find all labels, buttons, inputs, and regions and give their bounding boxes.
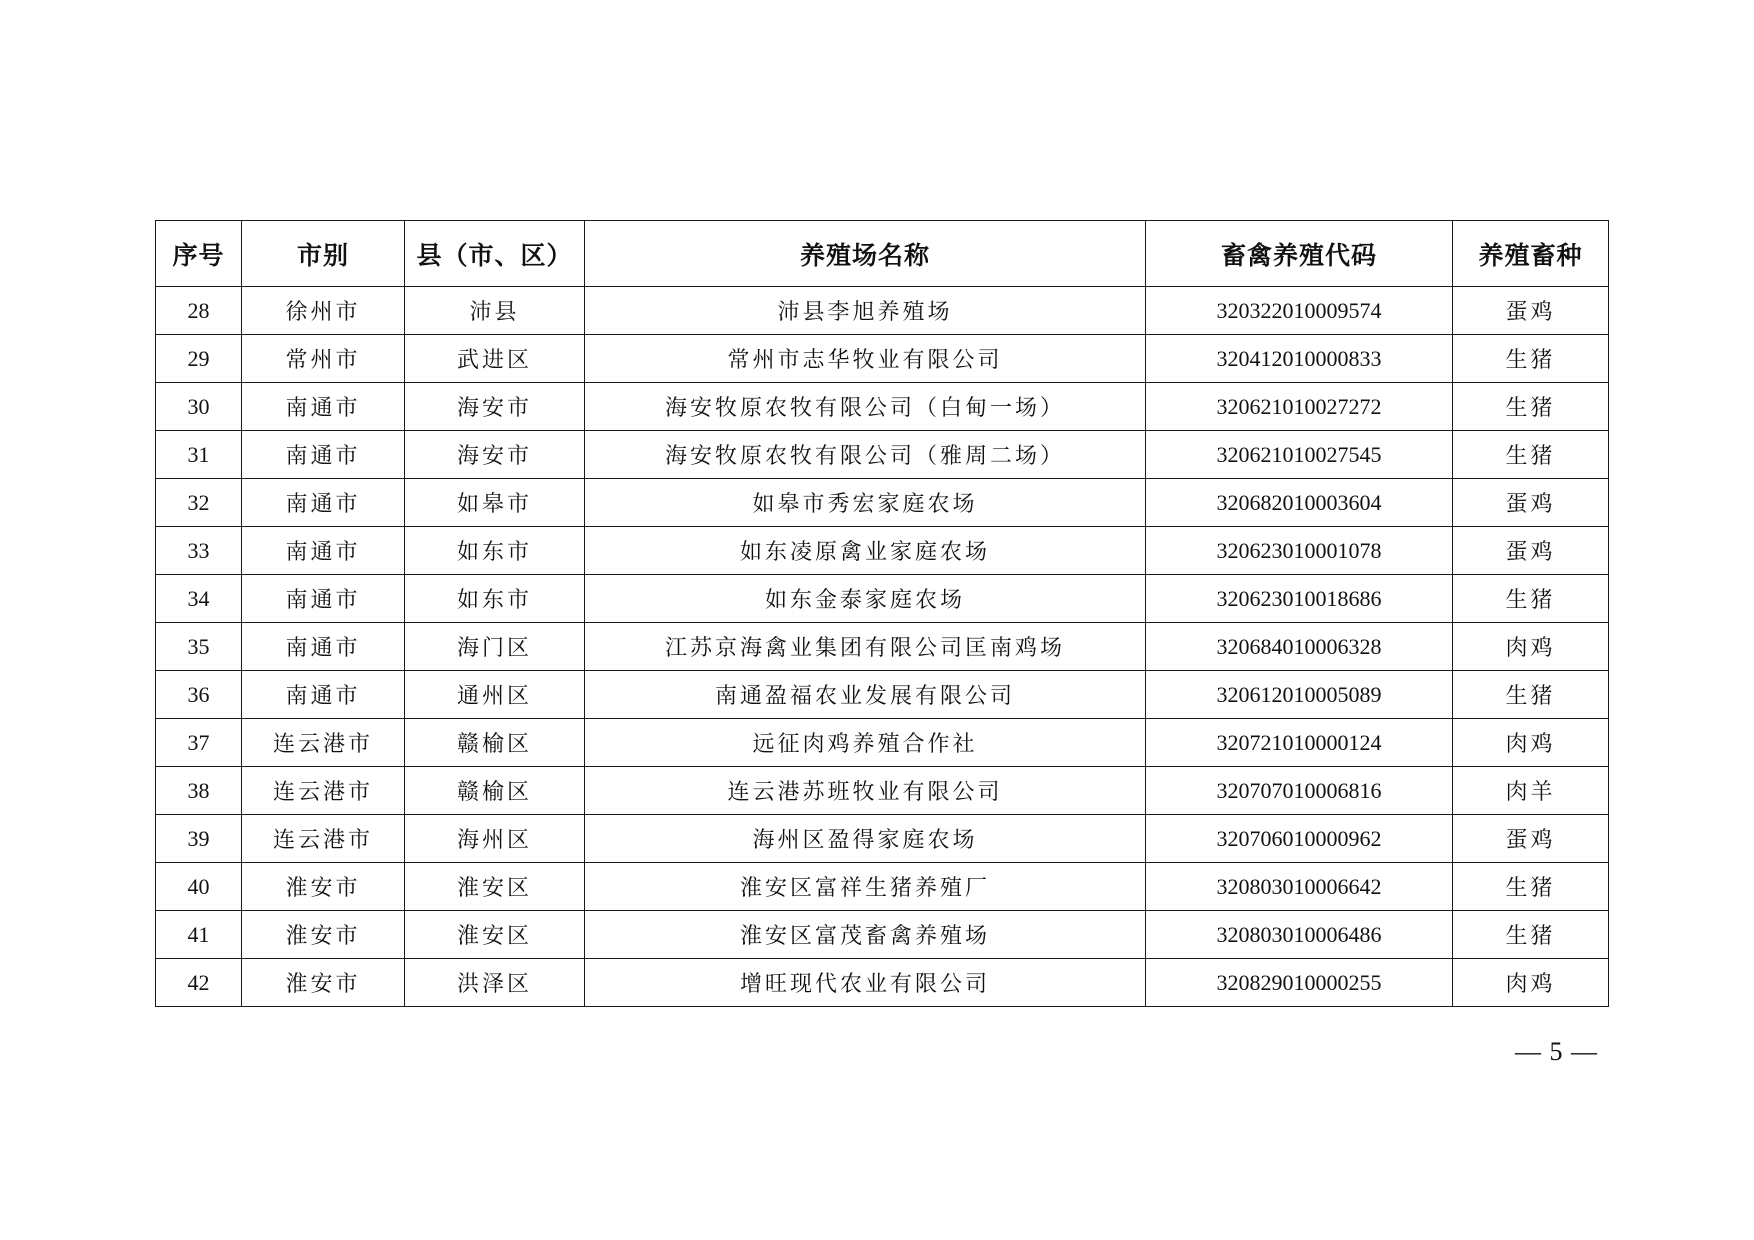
cell-species: 生猪 — [1453, 431, 1609, 479]
cell-city: 南通市 — [242, 479, 405, 527]
cell-city: 连云港市 — [242, 767, 405, 815]
cell-county: 淮安区 — [405, 911, 585, 959]
cell-county: 如东市 — [405, 575, 585, 623]
cell-code: 320721010000124 — [1146, 719, 1453, 767]
cell-seq: 30 — [156, 383, 242, 431]
cell-county: 海安市 — [405, 431, 585, 479]
cell-farm-name: 海州区盈得家庭农场 — [585, 815, 1146, 863]
cell-code: 320322010009574 — [1146, 287, 1453, 335]
header-row — [156, 221, 1609, 287]
cell-county: 赣榆区 — [405, 767, 585, 815]
cell-code: 320623010018686 — [1146, 575, 1453, 623]
cell-code: 320612010005089 — [1146, 671, 1453, 719]
cell-species: 生猪 — [1453, 335, 1609, 383]
cell-city: 徐州市 — [242, 287, 405, 335]
cell-city: 南通市 — [242, 623, 405, 671]
table-row — [156, 527, 1609, 575]
cell-seq: 31 — [156, 431, 242, 479]
table-row — [156, 959, 1609, 1007]
table-row — [156, 863, 1609, 911]
cell-farm-name: 沛县李旭养殖场 — [585, 287, 1146, 335]
cell-farm-name: 如东金泰家庭农场 — [585, 575, 1146, 623]
cell-seq: 39 — [156, 815, 242, 863]
cell-species: 肉羊 — [1453, 767, 1609, 815]
table-row — [156, 479, 1609, 527]
header-county: 县（市、区） — [405, 221, 585, 287]
cell-county: 洪泽区 — [405, 959, 585, 1007]
cell-city: 连云港市 — [242, 719, 405, 767]
cell-species: 生猪 — [1453, 911, 1609, 959]
table-row — [156, 719, 1609, 767]
cell-species: 蛋鸡 — [1453, 527, 1609, 575]
cell-county: 淮安区 — [405, 863, 585, 911]
cell-city: 常州市 — [242, 335, 405, 383]
cell-code: 320803010006486 — [1146, 911, 1453, 959]
cell-seq: 35 — [156, 623, 242, 671]
table-header — [156, 221, 1609, 287]
cell-farm-name: 淮安区富祥生猪养殖厂 — [585, 863, 1146, 911]
cell-city: 南通市 — [242, 575, 405, 623]
cell-code: 320623010001078 — [1146, 527, 1453, 575]
cell-farm-name: 南通盈福农业发展有限公司 — [585, 671, 1146, 719]
table-row — [156, 431, 1609, 479]
cell-county: 海门区 — [405, 623, 585, 671]
cell-seq: 33 — [156, 527, 242, 575]
page-number: — 5 — — [1515, 1037, 1598, 1066]
table-row — [156, 575, 1609, 623]
cell-species: 生猪 — [1453, 383, 1609, 431]
cell-farm-name: 海安牧原农牧有限公司（雅周二场） — [585, 431, 1146, 479]
header-farm-name: 养殖场名称 — [585, 221, 1146, 287]
cell-city: 连云港市 — [242, 815, 405, 863]
cell-city: 南通市 — [242, 431, 405, 479]
cell-farm-name: 如皋市秀宏家庭农场 — [585, 479, 1146, 527]
cell-county: 赣榆区 — [405, 719, 585, 767]
cell-city: 南通市 — [242, 383, 405, 431]
cell-seq: 36 — [156, 671, 242, 719]
header-seq: 序号 — [156, 221, 242, 287]
cell-code: 320707010006816 — [1146, 767, 1453, 815]
cell-code: 320412010000833 — [1146, 335, 1453, 383]
cell-farm-name: 远征肉鸡养殖合作社 — [585, 719, 1146, 767]
cell-seq: 32 — [156, 479, 242, 527]
cell-seq: 38 — [156, 767, 242, 815]
cell-species: 肉鸡 — [1453, 959, 1609, 1007]
cell-county: 海州区 — [405, 815, 585, 863]
cell-county: 沛县 — [405, 287, 585, 335]
cell-city: 南通市 — [242, 527, 405, 575]
cell-farm-name: 常州市志华牧业有限公司 — [585, 335, 1146, 383]
farm-list-table — [155, 220, 1609, 1007]
table-row — [156, 335, 1609, 383]
cell-code: 320621010027545 — [1146, 431, 1453, 479]
header-code: 畜禽养殖代码 — [1146, 221, 1453, 287]
cell-county: 通州区 — [405, 671, 585, 719]
cell-code: 320682010003604 — [1146, 479, 1453, 527]
cell-city: 南通市 — [242, 671, 405, 719]
cell-city: 淮安市 — [242, 959, 405, 1007]
cell-code: 320803010006642 — [1146, 863, 1453, 911]
cell-seq: 29 — [156, 335, 242, 383]
cell-farm-name: 增旺现代农业有限公司 — [585, 959, 1146, 1007]
table-row — [156, 911, 1609, 959]
cell-species: 生猪 — [1453, 671, 1609, 719]
table-row — [156, 623, 1609, 671]
cell-species: 肉鸡 — [1453, 719, 1609, 767]
cell-species: 生猪 — [1453, 575, 1609, 623]
cell-seq: 40 — [156, 863, 242, 911]
cell-city: 淮安市 — [242, 863, 405, 911]
cell-farm-name: 海安牧原农牧有限公司（白甸一场） — [585, 383, 1146, 431]
table-body — [156, 287, 1609, 1007]
cell-code: 320684010006328 — [1146, 623, 1453, 671]
header-species: 养殖畜种 — [1453, 221, 1609, 287]
header-city: 市别 — [242, 221, 405, 287]
cell-species: 蛋鸡 — [1453, 815, 1609, 863]
cell-seq: 42 — [156, 959, 242, 1007]
cell-farm-name: 如东凌原禽业家庭农场 — [585, 527, 1146, 575]
table-row — [156, 287, 1609, 335]
cell-county: 海安市 — [405, 383, 585, 431]
cell-species: 肉鸡 — [1453, 623, 1609, 671]
cell-seq: 28 — [156, 287, 242, 335]
cell-city: 淮安市 — [242, 911, 405, 959]
cell-seq: 37 — [156, 719, 242, 767]
cell-species: 生猪 — [1453, 863, 1609, 911]
cell-farm-name: 江苏京海禽业集团有限公司匡南鸡场 — [585, 623, 1146, 671]
cell-seq: 34 — [156, 575, 242, 623]
table-row — [156, 671, 1609, 719]
cell-species: 蛋鸡 — [1453, 479, 1609, 527]
cell-county: 武进区 — [405, 335, 585, 383]
cell-farm-name: 连云港苏班牧业有限公司 — [585, 767, 1146, 815]
cell-seq: 41 — [156, 911, 242, 959]
cell-farm-name: 淮安区富茂畜禽养殖场 — [585, 911, 1146, 959]
cell-code: 320706010000962 — [1146, 815, 1453, 863]
cell-county: 如皋市 — [405, 479, 585, 527]
table-row — [156, 815, 1609, 863]
cell-county: 如东市 — [405, 527, 585, 575]
table-row — [156, 767, 1609, 815]
cell-code: 320829010000255 — [1146, 959, 1453, 1007]
cell-species: 蛋鸡 — [1453, 287, 1609, 335]
cell-code: 320621010027272 — [1146, 383, 1453, 431]
table-row — [156, 383, 1609, 431]
